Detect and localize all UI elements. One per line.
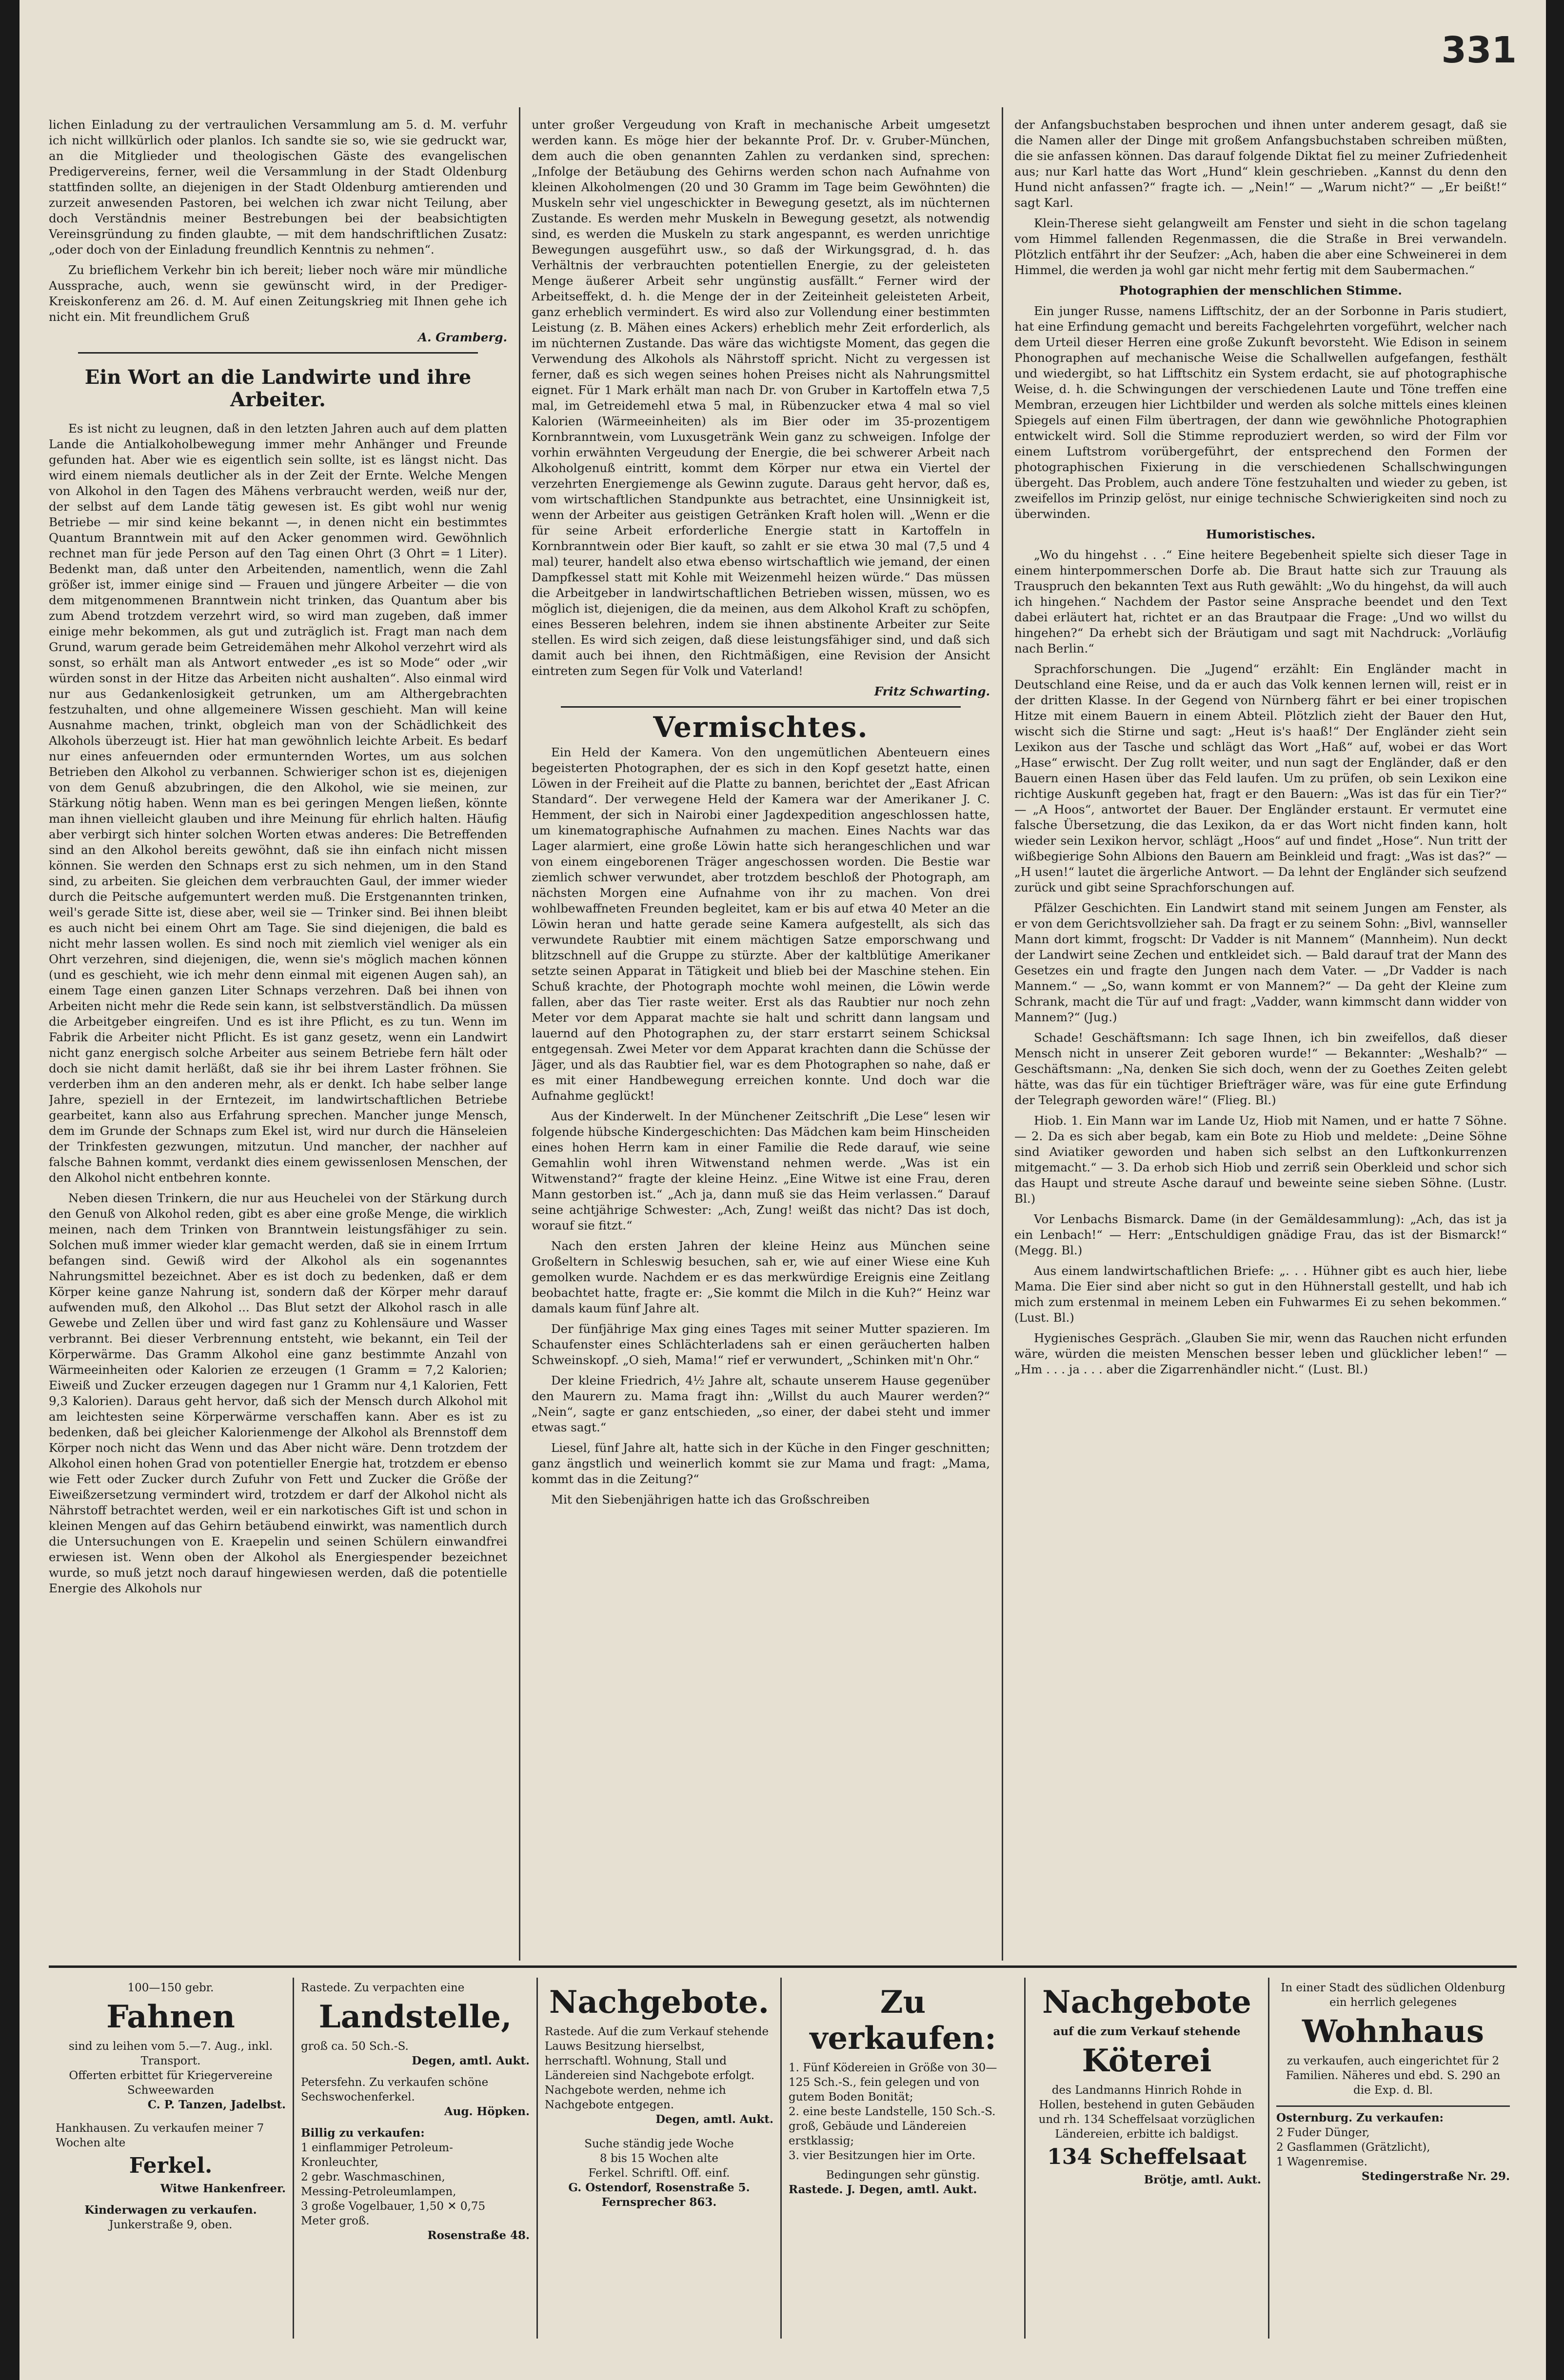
signature-schwarting: Fritz Schwarting. xyxy=(874,684,990,698)
column-1 xyxy=(49,117,507,1961)
ad-title: Landstelle, xyxy=(318,1999,512,2035)
ad-highlight: 134 Scheffelsaat xyxy=(1047,2144,1247,2169)
section-title-vermischtes: Vermischtes. xyxy=(653,711,869,744)
ad-line: Kinderwagen zu verkaufen. xyxy=(84,2203,257,2217)
ad-koeterei xyxy=(1024,1978,1268,2339)
ad-line: 3. vier Besitzungen hier im Orte. xyxy=(789,2149,976,2162)
ad-zu-verkaufen xyxy=(780,1978,1024,2339)
misc-item: Klein-Therese sieht gelangweilt am Fenster und sieht in die schon tagelang vom Himmel fallenden Regenmassen, die die Straße in Brei verwandeln. Plötzlich entfährt ihr der Seufzer: „Ach, haben die aber eine Schweinerei in dem Himmel, die werden ja wohl gar nicht mehr fertig mit dem Saubermachen.“ xyxy=(1014,216,1507,277)
divider xyxy=(561,706,961,708)
ad-line: Billig zu verkaufen: xyxy=(301,2126,425,2140)
article-paragraph-1: Es ist nicht zu leugnen, daß in den letzten Jahren auch auf dem platten Lande die Antialkoholbewegung immer mehr Anhänger und Freunde gefunden hat. Aber wie es eigentlich sein sollte, ist es längst nicht. Das wird einem niemals deutlicher als in der Zeit der Ernte. Welche Mengen von Alkohol in den Tagen des Mähens verbraucht werden, weiß nur der, der selbst auf dem Lande tätig gewesen ist. Es gibt wohl nur wenig Betriebe — mir sind keine bekannt —, in denen nicht ein bestimmtes Quantum Branntwein mit auf den Acker genommen wird. Gewöhnlich rechnet man für jede Person auf den Tag einen Ohrt (3 Ohrt = 1 Liter). Bedenkt man, daß unter den Arbeitenden, namentlich, wenn die Zahl größer ist, immer einige sind — Frauen und jüngere Arbeiter — die von dem mitgenommenen Branntwein nicht trinken, das Quantum aber bis zum Abend trotzdem verzehrt wird, so wird man zugeben, daß immer einige mehr bekommen, als gut und zuträglich ist. Fragt man nach dem Grund, warum gerade beim Getreidemähen mehr Alkohol verzehrt wird als sonst, so erhält man als Antwort entweder „es ist so Mode“ oder „wir würden sonst in der Hitze das Arbeiten nicht aushalten“. Also einmal wird nur aus Gedankenlosigkeit getrunken, um am Althergebrachten festzuhalten, und ohne allgemeinere Wissen geschieht. Man will keine Ausnahme machen, trinkt, obgleich man von der Schädlichkeit des Alkohols überzeugt ist. Hier hat man gewöhnlich leichte Arbeit. Es bedarf nur eines anfeuernden oder ermunternden Wortes, um aus solchen Betrieben den Alkohol zu verbannen. Schwieriger schon ist es, diejenigen von dem Genuß abzubringen, die den Alkohol, wie sie meinen, zur Stärkung nötig haben. Wenn man es bei geringen Mengen ließen, könnte man ihnen vielleicht glauben und ihre Meinung für ehrlich halten. Häufig aber verbirgt sich hinter solchen Worten etwas anderes: Die Betreffenden sind an den Alkohol bereits gewöhnt, daß sie ihn einfach nicht missen können. Sie werden den Schnaps erst zu sich nehmen, um in den Stand sind, zu arbeiten. Sie gleichen dem verbrauchten Gaul, der immer wieder durch die Peitsche aufgemuntert werden muß. Die Erstgenannten trinken, weil's gerade Sitte ist, diese aber, weil sie — Trinker sind. Bei ihnen bleibt es auch nicht bei einem Ohrt am Tage. Sie sind diejenigen, die bald es nicht mehr lassen wollen. Es sind noch mit ziemlich viel weniger als ein Ohrt verzehren, sind diejenigen, die, wenn sie's möglich machen können (und es geschieht, wie ich mehr denn einmal mit eigenen Augen sah), an einem Tage einen ganzen Liter Schnaps verzehren. Daß bei ihnen von Arbeiten nicht mehr die Rede sein kann, ist selbstverständlich. Da müssen die Arbeitgeber eingreifen. Und es ist ihre Pflicht, es zu tun. Wenn im Fabrik die Arbeiter nicht Pflicht. Es ist ganz gesetz, wenn ein Landwirt nicht ganz energisch solche Arbeiter aus seinem Betriebe fern hält oder doch sie nicht damit herläßt, daß sie ihr bei ihrem Laster fröhnen. Sie verderben ihm an den anderen mehr, als er denkt. Ich habe selber lange Jahre, speziell in der Erntezeit, im landwirtschaftlichen Betriebe gearbeitet, kann also aus Erfahrung sprechen. Mancher junge Mensch, dem im Grunde der Schnaps zum Ekel ist, wird nur durch die Hänseleien der Trinkfesten gezwungen, mitzutun. Und mancher, der nachher auf falsche Bahnen kommt, verdankt dies einem gewissenlosen Menschen, der den Alkohol nicht entbehren konnte. xyxy=(49,421,507,1185)
ad-line: Rastede. Zu verpachten eine xyxy=(301,1982,465,1994)
ad-line: 1 Wagenremise. xyxy=(1276,2156,1367,2168)
newspaper-page xyxy=(20,0,1546,2380)
subheading-photographien: Photographien der menschlichen Stimme. xyxy=(1119,283,1402,298)
signature-gramberg: A. Gramberg. xyxy=(418,330,507,344)
misc-item: Ein Held der Kamera. Von den ungemütlichen Abenteuern eines begeisterten Photographen, der es sich in den Kopf gesetzt hatte, einen Löwen in der Freiheit auf die Platte zu bannen, berichtet der „East African Standard“. Der verwegene Held der Kamera war der Amerikaner J. C. Hemment, der sich in Nairobi einer Jagdexpedition angeschlossen hatte, um kinematographische Aufnahmen zu machen. Eines Nachts war das Lager alarmiert, eine große Löwin hatte sich herangeschlichen und war von einem eingeborenen Träger angeschossen worden. Die Bestie war ziemlich schwer verwundet, aber trotzdem beschloß der Photograph, am nächsten Morgen eine Aufnahme von ihr zu machen. Von drei wohlbewaffneten Freunden begleitet, kam er bis auf etwa 40 Meter an die Löwin heran und hatte gerade seine Kamera aufgestellt, als sich das verwundete Raubtier mit einem mächtigen Satze emporschwang und blitzschnell auf die Gruppe zu stürzte. Aber der kaltblütige Amerikaner setzte seinen Apparat in Tätigkeit und blieb bei der Maschine stehen. Ein Schuß krachte, der Photograph mochte wohl meinen, die Löwin werde fallen, aber das Tier raste weiter. Erst als das Raubtier nur noch zehn Meter vor dem Apparat machte sie halt und schritt dann langsam und lauernd auf den Photographen zu, der starr erstarrt seinem Schicksal entgegensah. Zwei Meter vor dem Apparat krachten dann die Schüsse der Jäger, und als das Raubtier fiel, war es dem Photographen so nahe, daß er es mit einer Handbewegung erreichen konnte. Und doch war die Aufnahme geglückt! xyxy=(532,745,990,1103)
humor-item: Pfälzer Geschichten. Ein Landwirt stand mit seinem Jungen am Fenster, als er von dem Gerichtsvollzieher sah. Da fragt er zu seinem Sohn: „Bivl, wannseller Mann dort kimmt, frogscht: Dr Vadder is nit Mannem“ (Mannheim). Nun deckt der Landwirt seine Zechen und entkleidet sich. — Bald darauf trat der Mann des Gesetzes ein und fragte den Jungen nach dem Vater. — „Dr Vadder is nach Mannem.“ — „So, wann kommt er von Mannem?“ — Da geht der Kleine zum Schrank, macht die Tür auf und fragt: „Vadder, wann kimmscht dann widder von Mannem?“ (Jug.) xyxy=(1014,901,1507,1024)
humor-item: „Wo du hingehst . . .“ Eine heitere Begebenheit spielte sich dieser Tage in einem hinterpommerschen Dorfe ab. Die Braut hatte sich zur Trauung als Trauspruch den bekannten Text aus Ruth gewählt: „Wo du hingehst, da will auch ich hingehen.“ Nachdem der Pastor seine Ansprache beendet und den Text dabei erläutert hat, richtet er an das Brautpaar die Frage: „Und wo willst du hingehen?“ Da erhebt sich der Bräutigam und sagt mit Nachdruck: „Vorläufig nach Berlin.“ xyxy=(1014,548,1507,655)
ad-line: Messing-Petroleumlampen, xyxy=(301,2185,456,2198)
misc-item: Der kleine Friedrich, 4½ Jahre alt, schaute unserem Hause gegenüber den Maurern zu. Mama fragt ihn: „Willst du auch Maurer werden?“ „Nein“, sagte er ganz entschieden, „so einer, der dabei steht und immer etwas sagt.“ xyxy=(532,1373,990,1434)
article-heading-landwirte: Ein Wort an die Landwirte und ihre Arbeiter. xyxy=(84,366,472,411)
ad-line: Petersfehn. Zu verkaufen schöne Sechswochenferkel. xyxy=(301,2076,489,2103)
advertisements xyxy=(49,1965,1517,2348)
ad-line: Rosenstraße 48. xyxy=(427,2229,530,2242)
ad-line: 1 einflammiger Petroleum-Kronleuchter, xyxy=(301,2142,453,2169)
ad-line: Hankhausen. Zu verkaufen meiner 7 Wochen alte xyxy=(56,2122,264,2149)
ad-line: Suche ständig jede Woche xyxy=(584,2138,734,2150)
ad-nachgebote-rastede xyxy=(536,1978,780,2339)
ad-line: 8 bis 15 Wochen alte xyxy=(600,2152,718,2165)
ad-line: Degen, amtl. Aukt. xyxy=(655,2113,773,2126)
ad-title: Nachgebote. xyxy=(549,1984,769,2021)
ad-line: zu verkaufen, auch eingerichtet für 2 Familien. Näheres und ebd. S. 290 an die Exp. d. Bl. xyxy=(1286,2055,1501,2097)
ad-line: Meter groß. xyxy=(301,2215,370,2227)
misc-item: Mit den Siebenjährigen hatte ich das Großschreiben xyxy=(551,1492,870,1507)
intro-paragraph-1: lichen Einladung zu der vertraulichen Versammlung am 5. d. M. verfuhr ich nicht willkürlich oder planlos. Ich sandte sie so, wie sie gedruckt war, an die Mitglieder und theologischen Gäste des evangelischen Predigervereins, ferner, weil die Versammlung in der Stadt Oldenburg stattfinden sollte, an diejenigen in der Stadt Oldenburg amtierenden und zurzeit anwesenden Pastoren, bei welchen ich zwar nicht Teilung, aber doch Verständnis meiner Bestrebungen bei der beabsichtigten Vereinsgründung zu finden glaubte, — mit dem handschriftlichen Zusatz: „oder doch von der Einladung freundlich Kenntnis zu nehmen“. xyxy=(49,118,507,257)
ad-signature: Witwe Hankenfreer. xyxy=(160,2182,286,2195)
misc-item: Aus der Kinderwelt. In der Münchener Zeitschrift „Die Lese“ lesen wir folgende hübsche Kindergeschichten: Das Mädchen kam beim Hinscheiden eines hohen Herrn kam in einer Familie die Rede darauf, wie seine Gemahlin wohl ihren Witwenstand nehmen werde. „Was ist ein Witwenstand?“ fragte der kleine Heinz. „Eine Witwe ist eine Frau, deren Mann gestorben ist.“ „Ach ja, dann muß sie das Heim verlassen.“ Darauf seine achtjährige Schwester: „Ach, Zung! weißt das nicht? Das ist doch, worauf sie fitzt.“ xyxy=(532,1109,990,1232)
misc-item: Der fünfjährige Max ging eines Tages mit seiner Mutter spazieren. Im Schaufenster eines Schlächterladens sah er einen geräucherten halben Schweinskopf. „O sieh, Mama!“ rief er verwundert, „Schinken mit'n Ohr.“ xyxy=(532,1322,990,1367)
ad-line: 2 Fuder Dünger, xyxy=(1276,2126,1370,2139)
ad-line: 2 Gasflammen (Grätzlicht), xyxy=(1276,2141,1430,2154)
ad-line: C. P. Tanzen, Jadelbst. xyxy=(147,2098,286,2111)
humor-item: Schade! Geschäftsmann: Ich sage Ihnen, ich bin zweifellos, daß dieser Mensch nicht in unserer Zeit geboren wurde!“ — Bekannter: „Weshalb?“ — Geschäftsmann: „Na, denken Sie sich doch, wenn der zu Goethes Zeiten gelebt hätte, was das für ein tüchtiger Briefträger wäre, was für eine gute Erfindung der Telegraph geworden wäre!“ (Flieg. Bl.) xyxy=(1014,1031,1507,1107)
ad-line: Rastede. Auf die zum Verkauf stehende Lauws Besitzung hierselbst, herrschaftl. Wohnung, Stall und Ländereien sind Nachgebote erfolgt. Nachgebote werden, nehme ich Nachgebote entgegen. xyxy=(545,2025,769,2111)
subheading-humoristisches: Humoristisches. xyxy=(1206,527,1316,541)
ad-line: Junkerstraße 9, oben. xyxy=(109,2219,233,2231)
ad-line: sind zu leihen vom 5.—7. Aug., inkl. Transport. xyxy=(68,2040,273,2067)
article-continuation: unter großer Vergeudung von Kraft in mechanische Arbeit umgesetzt werden kann. Es möge hier der bekannte Prof. Dr. v. Gruber-München, dem auch die oben genannten Zahlen zu verdanken sind, sprechen: „Infolge der Betäubung des Gehirns werden schon nach Aufnahme von kleinen Alkoholmengen (20 und 30 Gramm im Tage beim Gewöhnten) die Muskeln sehr viel ungeschickter in Bewegung gesetzt, als im nüchternen Zustande. Es werden mehr Muskeln in Bewegung gesetzt, als notwendig sind, es werden die Muskeln zu stark angespannt, es werden unrichtige Bewegungen ausgeführt usw., so daß der Wirkungsgrad, d. h. das Verhältnis der verbrauchten potentiellen Energie, zu der geleisteten Menge äußerer Arbeit sehr ungünstig ausfällt.“ Ferner wird der Arbeitseffekt, d. h. die Menge der in der Zeiteinheit geleisteten Arbeit, ganz erheblich vermindert. Es wird also zur Vollendung einer bestimmten Leistung (z. B. Mähen eines Ackers) erheblich mehr Zeit erforderlich, als im nüchternen Zustande. Das wäre das wichtigste Moment, das gegen die Verwendung des Alkohols als Nährstoff spricht. Nicht zu vergessen ist ferner, daß es sich wegen seines hohen Preises nicht als Nahrungsmittel eignet. Für 1 Mark erhält man nach Dr. von Gruber in Kartoffeln etwa 7,5 mal, im Getreidemehl etwa 5 mal, in Rübenzucker etwa 4 mal so viel Kalorien (Wärmeeinheiten) als im Bier oder im 35-prozentigem Kornbranntwein, vom Luxusgetränk Wein ganz zu schweigen. Infolge der vorhin erwähnten Vergeudung der Energie, die bei schwerer Arbeit nach Alkoholgenuß eintritt, kommt dem Körper nur etwa ein Viertel der verzehrten Energiemenge als Gewinn zugute. Daraus geht hervor, daß es, vom wirtschaftlichen Standpunkte aus betrachtet, eine Unsinnigkeit ist, wenn der Arbeiter aus geistigen Getränken Kraft holen will. „Wenn er die für seine Arbeit erforderliche Energie statt in Kartoffeln in Kornbranntwein oder Bier kauft, so zahlt er sie etwa 30 mal (7,5 und 4 mal) teurer, handelt also etwa ebenso wirtschaftlich wie jemand, der einen Dampfkessel statt mit Kohle mit Weizenmehl heizen würde.“ Das müssen die Arbeitgeber in landwirtschaftlichen Betrieben wissen, müssen, wo es möglich ist, diejenigen, die da meinen, aus dem Alkohol Kraft zu schöpfen, eines Besseren belehren, indem sie ihnen abstinente Arbeiter zur Seite stellen. Es wird sich zeigen, daß diese leistungsfähiger sind, und daß sich damit auch bei ihnen, den Richtmäßigen, eine Revision der Ansicht eintreten zum Segen für Volk und Vaterland! xyxy=(532,118,990,678)
intro-paragraph-2: Zu brieflichem Verkehr bin ich bereit; lieber noch wäre mir mündliche Aussprache, auch, wenn sie gewünscht wird, in der Prediger-Kreiskonferenz am 26. d. M. Auf einen Zeitungskrieg mit Ihnen gehe ich nicht ein. Mit freundlichem Gruß xyxy=(49,263,507,324)
ad-title: Wohnhaus xyxy=(1302,2013,1484,2050)
misc-item: der Anfangsbuchstaben besprochen und ihnen unter anderem gesagt, daß sie die Namen aller der Dinge mit großem Anfangsbuchstaben schreiben müßten, die sie anfassen können. Das darauf folgende Diktat fiel zu meiner Zufriedenheit aus; nur Karl hatte das Wort „Hund“ klein geschrieben. „Kannst du denn den Hund nicht anfassen?“ fragte ich. — „Nein!“ — „Warum nicht?“ — „Er beißt!“ sagt Karl. xyxy=(1014,118,1507,210)
ad-title: Zu verkaufen: xyxy=(810,1984,996,2057)
ad-title: Nachgebote xyxy=(1042,1984,1251,2021)
humor-item: Aus einem landwirtschaftlichen Briefe: „. . . Hühner gibt es auch hier, liebe Mama. Die Eier sind aber nicht so gut in den Hühnerstall gestellt, und hab ich mich zum erstenmal in meinem Leben ein Fuhwarmes Ei zu sehen bekommen.“ (Lust. Bl.) xyxy=(1014,1264,1507,1325)
ad-title: Köterei xyxy=(1082,2043,1212,2079)
ad-landstelle xyxy=(293,1978,536,2339)
ad-line: Aug. Höpken. xyxy=(444,2105,530,2118)
humor-item: Hygienisches Gespräch. „Glauben Sie mir, wenn das Rauchen nicht erfunden wäre, würden die meisten Menschen besser leben und glücklicher leben!“ — „Hm . . . ja . . . aber die Zigarrenhändler nicht.“ (Lust. Bl.) xyxy=(1014,1331,1507,1376)
ad-line: Offerten erbittet für Kriegervereine Schweewarden xyxy=(69,2069,273,2097)
ad-title: Ferkel. xyxy=(129,2153,213,2178)
column-2 xyxy=(532,117,990,1961)
misc-item: Nach den ersten Jahren der kleine Heinz aus München seine Großeltern in Schleswig besuchen, sah er, wie auf einer Wiese eine Kuh gemolken wurde. Nachdem er es das merkwürdige Ereignis eine Zeitlang beobachtet hatte, fragte er: „Sie kommt die Milch in die Kuh?“ Heinz war damals kaum fünf Jahre alt. xyxy=(532,1239,990,1315)
ad-line: Brötje, amtl. Aukt. xyxy=(1144,2173,1261,2186)
ad-fahnen xyxy=(49,1978,293,2339)
article-paragraph-2: Neben diesen Trinkern, die nur aus Heuchelei von der Stärkung durch den Genuß von Alkohol reden, gibt es aber eine große Menge, die wirklich meinen, nach dem Trinken von Branntwein leistungsfähiger zu sein. Solchen muß immer wieder klar gemacht werden, daß sie in einem Irrtum befangen sind. Gewiß wird der Alkohol als ein sogenanntes Nahrungsmittel bezeichnet. Aber es ist doch zu bedenken, daß er dem Körper keine ganze Nahrung ist, sondern daß der Körper mehr darauf aufwenden muß, den Alkohol ... Das Blut setzt der Alkohol rasch in alle Gewebe und Zellen über und wird fast ganz zu Kohlensäure und Wasser verbrannt. Bei dieser Verbrennung entsteht, wie bekannt, ein Teil der Körperwärme. Das Gramm Alkohol eine ganz bestimmte Anzahl von Wärmeeinheiten oder Kalorien ze erzeugen (1 Gramm = 7,2 Kalorien; Eiweiß und Zucker erzeugen dagegen nur 1 Gramm nur 4,1 Kalorien, Fett 9,3 Kalorien). Daraus geht hervor, daß sich der Mensch durch Alkohol mit am leichtesten seine Körperwärme verschaffen kann. Aber es ist zu bedenken, daß bei gleicher Kalorienmenge der Alkohol als Brennstoff dem Körper noch nicht das Wenn und das Aber nicht wäre. Denn trotzdem der Alkohol einen hohen Grad von potentieller Energie hat, trotzdem er ebenso wie Fett oder Zucker durch Zufuhr von Fett und Zucker die Größe der Eiweißzersetzung vermindert wird, trotzdem er darf der Alkohol nicht als Nährstoff betrachtet werden, weil er ein narkotisches Gift ist und schon in kleinen Mengen auf das Gehirn betäubend einwirkt, was namentlich durch die Untersuchungen von E. Kraepelin und seinen Schülern einwandfrei erwiesen ist. Wenn oben der Alkohol als Energiespender bezeichnet wurde, so muß jetzt noch darauf hingewiesen werden, daß die potentielle Energie des Alkohols nur xyxy=(49,1191,507,1595)
ad-line: 3 große Vogelbauer, 1,50 ✕ 0,75 xyxy=(301,2200,486,2213)
ad-line: 2. eine beste Landstelle, 150 Sch.-S. groß, Gebäude und Ländereien erstklassig; xyxy=(789,2105,996,2147)
ad-line: groß ca. 50 Sch.-S. xyxy=(301,2040,409,2053)
misc-item: Ein junger Russe, namens Lifftschitz, der an der Sorbonne in Paris studiert, hat eine Erfindung gemacht und bereits Fachgelehrten vorgeführt, welcher nach dem Urteil dieser Herren eine große Zukunft bevorsteht. Wie Edison in seinem Phonographen auf mechanische Weise die Schallwellen aufgefangen, festhält und wiedergibt, so hat Lifftschitz ein System erdacht, sie auf photographische Weise, d. h. die Schwingungen der verschiedenen Laute und Töne treffen eine Membran, erzeugen hier Lichtbilder und werden als solche mittels eines kleinen Spiegels auf einen Film übertragen, der dann wie gewöhnliche Photographien entwickelt wird. Soll die Stimme reproduziert werden, so wird der Film vor einem Luftstrom vorübergeführt, der entsprechend den Formen der photographischen Fixierung in die verschiedenen Schallschwingungen übergeht. Das Problem, auch andere Töne festzuhalten und wieder zu geben, ist zweifellos im Prinzip gelöst, nur einige technische Schwierigkeiten sind noch zu überwinden. xyxy=(1014,304,1507,521)
humor-item: Vor Lenbachs Bismarck. Dame (in der Gemäldesammlung): „Ach, das ist ja ein Lenbach!“ — Herr: „Entschuldigen gnädige Frau, das ist der Bismarck!“ (Megg. Bl.) xyxy=(1014,1212,1507,1257)
ad-line: In einer Stadt des südlichen Oldenburg ein herrlich gelegenes xyxy=(1281,1982,1505,2009)
ad-line: Ferkel. Schriftl. Off. einf. xyxy=(588,2167,730,2180)
ad-line: auf die zum Verkauf stehende xyxy=(1053,2025,1241,2038)
ad-line: 1. Fünf Ködereien in Größe von 30—125 Sch.-S., fein gelegen und von gutem Boden Bonität; xyxy=(789,2062,997,2103)
ad-line: Stedingerstraße Nr. 29. xyxy=(1361,2170,1510,2183)
column-rule-2 xyxy=(1002,107,1003,1961)
ad-line: des Landmanns Hinrich Rohde in Hollen, bestehend in guten Gebäuden und rh. 134 Scheffelsaat vorzüglichen Ländereien, erbitte ich baldigst. xyxy=(1038,2084,1255,2141)
divider xyxy=(78,352,478,354)
ad-line: 2 gebr. Waschmaschinen, xyxy=(301,2171,445,2183)
ad-line: 100—150 gebr. xyxy=(127,1982,214,1994)
ad-line: Fernsprecher 863. xyxy=(601,2196,717,2209)
ad-title: Fahnen xyxy=(106,1999,235,2035)
ad-line: Osternburg. Zu verkaufen: xyxy=(1276,2105,1510,2125)
ad-wohnhaus xyxy=(1268,1978,1517,2339)
humor-item: Sprachforschungen. Die „Jugend“ erzählt: Ein Engländer macht in Deutschland eine Reise, und da er auch das Volk kennen lernen will, reist er in der dritten Klasse. In der Gegend von Nürnberg fährt er bei einer tropischen Hitze mit einem Bauern in einem Abteil. Plötzlich zieht der Bauer den Hut, wischt sich die Stirne und sagt: „Heut is's haaß!“ Der Engländer zieht sein Lexikon aus der Tasche und schlägt das Wort „Haß“ auf, wobei er das Wort „Hase“ erwischt. Der Zug rollt weiter, und nun sagt der Engländer, daß er den Bauern einen Hasen über das Feld laufen. Um zu prüfen, ob sein Lexikon eine richtige Auskunft gegeben hat, fragt er den Bauern: „Was ist das für ein Tier?“ — „A Hoos“, antwortet der Bauer. Der Engländer erstaunt. Er vermutet eine falsche Übersetzung, die das Lexikon, da er das Wort nicht finden kann, holt wieder sein Lexikon hervor, schlägt „Hoos“ auf und findet „Hose“. Nun tritt der wißbegierige Sohn Albions den Bauern am Beinkleid und fragt: „Was ist das?“ — „H usen!“ lautet die ärgerliche Antwort. — Da lehnt der Engländer sich seufzend zurück und gibt seine Sprachforschungen auf. xyxy=(1014,662,1507,894)
column-rule-1 xyxy=(519,107,520,1961)
ad-line: Rastede. J. Degen, amtl. Aukt. xyxy=(789,2183,977,2196)
ad-line: Degen, amtl. Aukt. xyxy=(412,2054,530,2067)
ad-line: Bedingungen sehr günstig. xyxy=(826,2169,980,2182)
column-3 xyxy=(1014,117,1507,1961)
page-number: 331 xyxy=(1441,29,1517,71)
misc-item: Liesel, fünf Jahre alt, hatte sich in der Küche in den Finger geschnitten; ganz ängstlich und weinerlich kommt sie zur Mama und fragt: „Mama, kommt das in die Zeitung?“ xyxy=(532,1441,990,1486)
ad-line: G. Ostendorf, Rosenstraße 5. xyxy=(568,2181,750,2194)
humor-item: Hiob. 1. Ein Mann war im Lande Uz, Hiob mit Namen, und er hatte 7 Söhne. — 2. Da es sich aber begab, kam ein Bote zu Hiob und meldete: „Deine Söhne sind Aviatiker geworden und haben sich selbst an den Luftkonkurrenzen mitgemacht.“ — 3. Da erhob sich Hiob und zerriß sein Oberkleid und schor sich das Haupt und streute Asche darauf und beweinte seine sieben Söhne. (Lustr. Bl.) xyxy=(1014,1113,1507,1206)
